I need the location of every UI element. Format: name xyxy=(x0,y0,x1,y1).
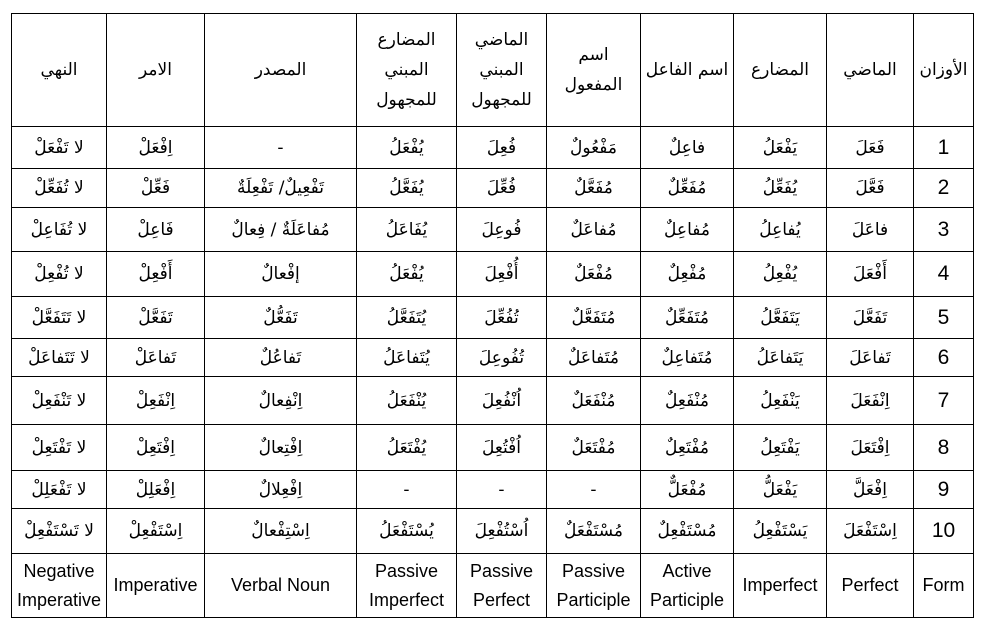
passive-imperfect-cell: يُسْتَفْعَلُ xyxy=(357,509,457,554)
negative-imperative-cell: لا تَفْعَلِلْ xyxy=(12,471,107,509)
header-passive-perfect-line3: للمجهول xyxy=(471,90,532,110)
perfect-cell: تَفَعَّلَ xyxy=(827,297,914,339)
negative-imperative-cell: لا تَسْتَفْعِلْ xyxy=(12,509,107,554)
form-number-cell: 3 xyxy=(914,208,974,252)
perfect-cell: اِنْفَعَلَ xyxy=(827,377,914,425)
verb-forms-table xyxy=(11,13,974,618)
footer-passive-imperfect xyxy=(357,554,457,618)
passive-perfect-cell: اُفْتُعِلَ xyxy=(457,425,547,471)
passive-participle-cell: مُتَفاعَلٌ xyxy=(547,339,641,377)
perfect-cell: فَعَلَ xyxy=(827,127,914,169)
header-passive-imperfect-line1: المضارع xyxy=(377,30,436,50)
footer-passive-participle xyxy=(547,554,641,618)
perfect-cell: تَفاعَلَ xyxy=(827,339,914,377)
perfect-cell: فَعَّلَ xyxy=(827,169,914,208)
negative-imperative-cell: لا تَفْعَلْ xyxy=(12,127,107,169)
passive-imperfect-cell: يُفْعَلُ xyxy=(357,127,457,169)
form-number-cell: 5 xyxy=(914,297,974,339)
table-row xyxy=(12,509,974,554)
passive-imperfect-cell: يُفْتَعَلُ xyxy=(357,425,457,471)
passive-participle-cell: مُفْتَعَلٌ xyxy=(547,425,641,471)
footer-active-participle-line1: Active xyxy=(662,560,712,581)
passive-perfect-cell: فُوعِلَ xyxy=(457,208,547,252)
negative-imperative-cell: لا تُفَاعِلْ xyxy=(12,208,107,252)
form-number-cell: 6 xyxy=(914,339,974,377)
passive-perfect-cell: - xyxy=(457,471,547,509)
footer-passive-imperfect-line2: Imperfect xyxy=(368,589,445,610)
header-passive-perfect-line1: الماضي xyxy=(474,30,529,50)
footer-active-participle xyxy=(641,554,734,618)
footer-negative-imperative-line2: Imperative xyxy=(16,589,102,610)
form-number-cell: 4 xyxy=(914,252,974,297)
imperfect-cell: يَسْتَفْعِلُ xyxy=(734,509,827,554)
imperfect-cell: يَفْعَلُ xyxy=(734,127,827,169)
table-row xyxy=(12,297,974,339)
passive-participle-cell: - xyxy=(547,471,641,509)
header-imperative: الامر xyxy=(107,14,205,127)
header-negative-imperative: النهي xyxy=(12,14,107,127)
passive-imperfect-cell: يُتَفاعَلُ xyxy=(357,339,457,377)
footer-passive-imperfect-line1: Passive xyxy=(374,560,439,581)
header-passive-perfect-line2: المبني xyxy=(479,60,524,80)
imperative-cell: أَفْعِلْ xyxy=(107,252,205,297)
passive-perfect-cell: تُفُوعِلَ xyxy=(457,339,547,377)
header-verbal-noun: المصدر xyxy=(205,14,357,127)
passive-participle-cell: مُتَفَعَّلٌ xyxy=(547,297,641,339)
verbal-noun-cell: اِنْفِعالٌ xyxy=(205,377,357,425)
footer-form: Form xyxy=(914,554,974,618)
passive-participle-cell: مَفْعُولٌ xyxy=(547,127,641,169)
imperative-cell: اِفْعَلْ xyxy=(107,127,205,169)
passive-participle-cell: مُنْفَعَلٌ xyxy=(547,377,641,425)
active-participle-cell: مُفاعِلٌ xyxy=(641,208,734,252)
imperfect-cell: يُفَعِّلُ xyxy=(734,169,827,208)
passive-perfect-cell: تُفُعِّلَ xyxy=(457,297,547,339)
form-number-cell: 10 xyxy=(914,509,974,554)
perfect-cell: اِسْتَفْعَلَ xyxy=(827,509,914,554)
header-passive-participle: اسم المفعول xyxy=(547,14,641,127)
english-footer-row xyxy=(12,554,974,618)
imperative-cell: اِفْعَلِلْ xyxy=(107,471,205,509)
header-perfect: الماضي xyxy=(827,14,914,127)
imperative-cell: فَعِّلْ xyxy=(107,169,205,208)
footer-negative-imperative xyxy=(12,554,107,618)
table-row xyxy=(12,471,974,509)
table-row xyxy=(12,127,974,169)
active-participle-cell: مُسْتَفْعِلٌ xyxy=(641,509,734,554)
negative-imperative-cell: لا تَفْتَعِلْ xyxy=(12,425,107,471)
footer-passive-perfect xyxy=(457,554,547,618)
active-participle-cell: فاعِلٌ xyxy=(641,127,734,169)
verbal-noun-cell: اِفْعِلالٌ xyxy=(205,471,357,509)
active-participle-cell: مُفْعِلٌ xyxy=(641,252,734,297)
active-participle-cell: مُفَعِّلٌ xyxy=(641,169,734,208)
footer-verbal-noun: Verbal Noun xyxy=(205,554,357,618)
table-row xyxy=(12,208,974,252)
passive-participle-cell: مُفْعَلٌ xyxy=(547,252,641,297)
form-number-cell: 2 xyxy=(914,169,974,208)
active-participle-cell: مُتَفاعِلٌ xyxy=(641,339,734,377)
header-form: الأوزان xyxy=(914,14,974,127)
table-row xyxy=(12,425,974,471)
passive-perfect-cell: اُسْتُفْعِلَ xyxy=(457,509,547,554)
footer-active-participle-line2: Participle xyxy=(649,589,725,610)
imperfect-cell: يَنْفَعِلُ xyxy=(734,377,827,425)
imperative-cell: فَاعِلْ xyxy=(107,208,205,252)
passive-imperfect-cell: يُنْفَعَلُ xyxy=(357,377,457,425)
verbal-noun-cell: اِفْتِعالٌ xyxy=(205,425,357,471)
negative-imperative-cell: لا تُفَعِّلْ xyxy=(12,169,107,208)
footer-passive-perfect-line2: Perfect xyxy=(472,589,531,610)
active-participle-cell: مُفْعَلٌّ xyxy=(641,471,734,509)
imperative-cell: اِفْتَعِلْ xyxy=(107,425,205,471)
negative-imperative-cell: لا تَتَفاعَلْ xyxy=(12,339,107,377)
verb-forms-table-container xyxy=(11,13,974,618)
imperative-cell: تَفاعَلْ xyxy=(107,339,205,377)
negative-imperative-cell: لا تُفْعِلْ xyxy=(12,252,107,297)
table-row xyxy=(12,252,974,297)
passive-participle-cell: مُفاعَلٌ xyxy=(547,208,641,252)
negative-imperative-cell: لا تَتَفَعَّلْ xyxy=(12,297,107,339)
perfect-cell: فاعَلَ xyxy=(827,208,914,252)
negative-imperative-cell: لا تَنْفَعِلْ xyxy=(12,377,107,425)
imperfect-cell: يَفْتَعِلُ xyxy=(734,425,827,471)
verbal-noun-cell: اِسْتِفْعالٌ xyxy=(205,509,357,554)
form-number-cell: 1 xyxy=(914,127,974,169)
passive-imperfect-cell: يُفَاعَلُ xyxy=(357,208,457,252)
imperfect-cell: يَتَفاعَلُ xyxy=(734,339,827,377)
passive-imperfect-cell: يُفَعَّلُ xyxy=(357,169,457,208)
form-number-cell: 7 xyxy=(914,377,974,425)
verbal-noun-cell: مُفاعَلَةٌ / فِعالٌ xyxy=(205,208,357,252)
header-passive-imperfect-line3: للمجهول xyxy=(376,90,437,110)
passive-perfect-cell: أُفْعِلَ xyxy=(457,252,547,297)
verbal-noun-cell: إفْعالٌ xyxy=(205,252,357,297)
active-participle-cell: مُتَفَعِّلٌ xyxy=(641,297,734,339)
passive-perfect-cell: فُعِلَ xyxy=(457,127,547,169)
header-row xyxy=(12,14,974,127)
form-number-cell: 9 xyxy=(914,471,974,509)
imperative-cell: اِنْفَعِلْ xyxy=(107,377,205,425)
passive-participle-cell: مُسْتَفْعَلٌ xyxy=(547,509,641,554)
footer-negative-imperative-line1: Negative xyxy=(23,560,95,581)
verbal-noun-cell: - xyxy=(205,127,357,169)
header-passive-imperfect-line2: المبني xyxy=(384,60,429,80)
active-participle-cell: مُفْتَعِلٌ xyxy=(641,425,734,471)
imperfect-cell: يُفاعِلُ xyxy=(734,208,827,252)
imperfect-cell: يَفْعَلُّ xyxy=(734,471,827,509)
footer-passive-participle-line1: Passive xyxy=(561,560,626,581)
footer-perfect: Perfect xyxy=(827,554,914,618)
active-participle-cell: مُنْفَعِلٌ xyxy=(641,377,734,425)
imperative-cell: تَفَعَّلْ xyxy=(107,297,205,339)
passive-perfect-cell: اُنْفُعِلَ xyxy=(457,377,547,425)
verbal-noun-cell: تَفَعُّلٌ xyxy=(205,297,357,339)
perfect-cell: أَفْعَلَ xyxy=(827,252,914,297)
passive-participle-cell: مُفَعَّلٌ xyxy=(547,169,641,208)
footer-passive-participle-line2: Participle xyxy=(556,589,631,610)
perfect-cell: اِفْعَلَّ xyxy=(827,471,914,509)
footer-imperfect: Imperfect xyxy=(734,554,827,618)
footer-imperative: Imperative xyxy=(107,554,205,618)
verbal-noun-cell: تَفْعِيلٌ/ تَفْعِلَةٌ xyxy=(205,169,357,208)
header-passive-imperfect xyxy=(357,14,457,127)
table-row xyxy=(12,377,974,425)
imperfect-cell: يُفْعِلُ xyxy=(734,252,827,297)
table-row xyxy=(12,169,974,208)
table-row xyxy=(12,339,974,377)
verbal-noun-cell: تَفاعُلٌ xyxy=(205,339,357,377)
header-active-participle: اسم الفاعل xyxy=(641,14,734,127)
form-number-cell: 8 xyxy=(914,425,974,471)
imperative-cell: اِسْتَفْعِلْ xyxy=(107,509,205,554)
perfect-cell: اِفْتَعَلَ xyxy=(827,425,914,471)
header-imperfect: المضارع xyxy=(734,14,827,127)
footer-passive-perfect-line1: Passive xyxy=(469,560,534,581)
passive-perfect-cell: فُعِّلَ xyxy=(457,169,547,208)
header-passive-perfect xyxy=(457,14,547,127)
imperfect-cell: يَتَفَعَّلُ xyxy=(734,297,827,339)
passive-imperfect-cell: يُتَفَعَّلُ xyxy=(357,297,457,339)
passive-imperfect-cell: - xyxy=(357,471,457,509)
passive-imperfect-cell: يُفْعَلُ xyxy=(357,252,457,297)
